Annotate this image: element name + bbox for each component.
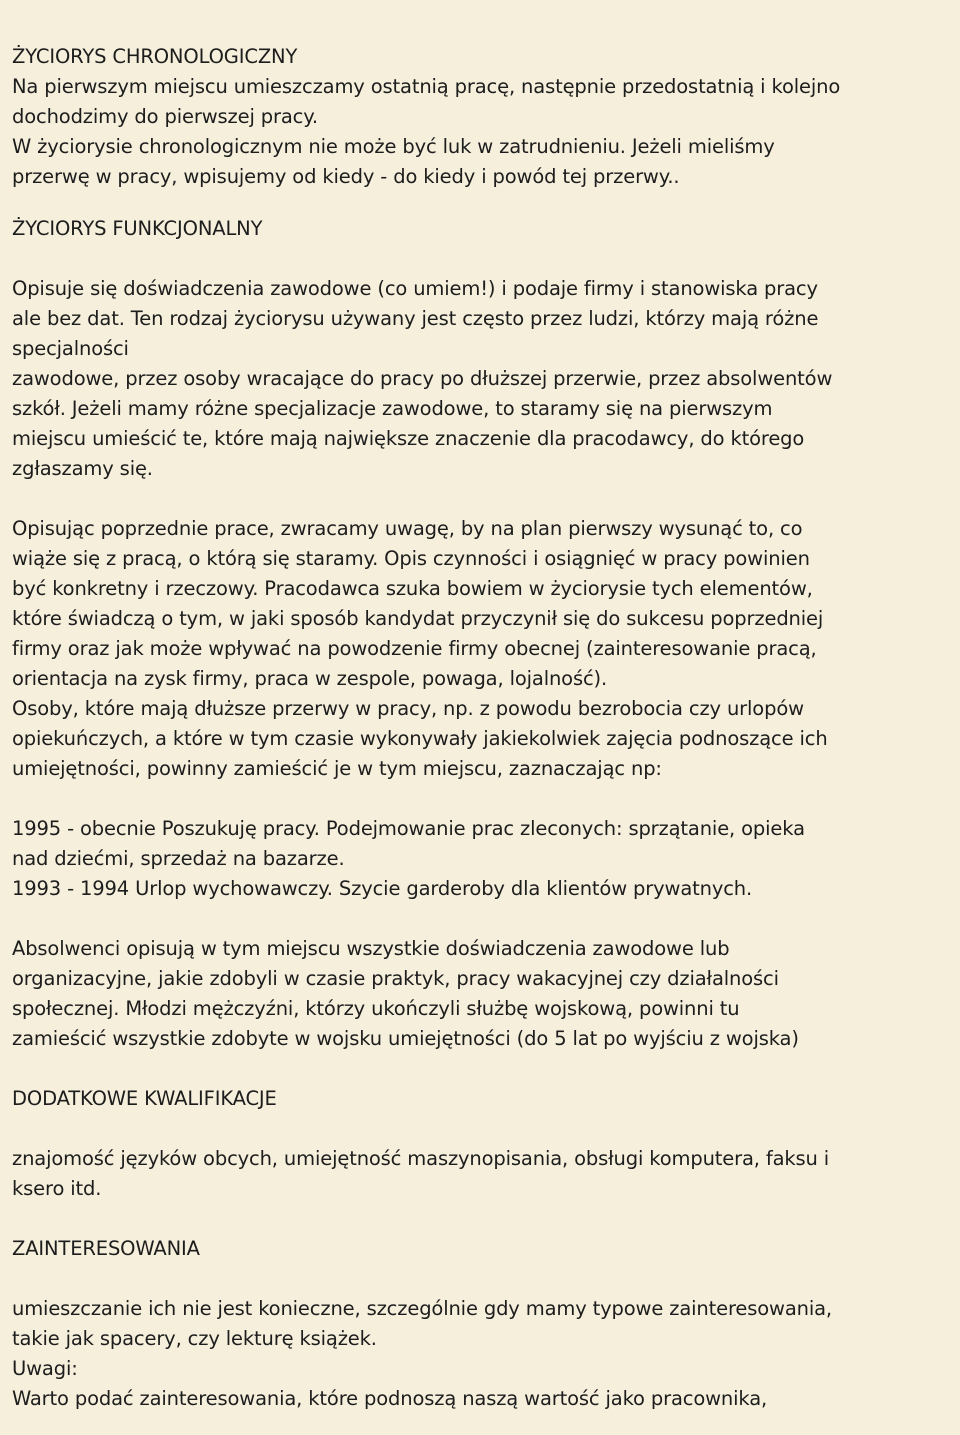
text-line: znajomość języków obcych, umiejętność maszynopisania, obsługi komputera, faksu i — [12, 1147, 830, 1170]
text-line: ksero itd. — [12, 1177, 102, 1200]
spacer — [12, 244, 948, 274]
section-functional — [12, 214, 948, 1054]
text-line: W życiorysie chronologicznym nie może być luk w zatrudnieniu. Jeżeli mieliśmy — [12, 135, 775, 158]
text-line: Uwagi: — [12, 1357, 78, 1380]
section-additional — [12, 1084, 948, 1204]
text-line: wiąże się z pracą, o którą się staramy. Opis czynności i osiągnięć w pracy powinien — [12, 547, 810, 570]
spacer — [12, 1204, 948, 1234]
spacer — [12, 784, 948, 814]
text-line: być konkretny i rzeczowy. Pracodawca szuka bowiem w życiorysie tych elementów, — [12, 577, 813, 600]
text-line: 1993 - 1994 Urlop wychowawczy. Szycie garderoby dla klientów prywatnych. — [12, 877, 753, 900]
spacer — [12, 484, 948, 514]
text-line: szkół. Jeżeli mamy różne specjalizacje zawodowe, to staramy się na pierwszym — [12, 397, 773, 420]
functional-paragraph-1 — [12, 274, 948, 484]
section-title-interests: ZAINTERESOWANIA — [12, 1237, 200, 1260]
text-line: specjalności — [12, 337, 129, 360]
text-line: 1995 - obecnie Poszukuję pracy. Podejmowanie prac zleconych: sprzątanie, opieka — [12, 817, 805, 840]
text-line: Osoby, które mają dłuższe przerwy w pracy, np. z powodu bezrobocia czy urlopów — [12, 697, 804, 720]
text-line: Opisuje się doświadczenia zawodowe (co umiem!) i podaje firmy i stanowiska pracy — [12, 277, 818, 300]
text-line: umieszczanie ich nie jest konieczne, szczególnie gdy mamy typowe zainteresowania, — [12, 1297, 832, 1320]
text-line: miejscu umieścić te, które mają największe znaczenie dla pracodawcy, do którego — [12, 427, 805, 450]
text-line: firmy oraz jak może wpływać na powodzenie firmy obecnej (zainteresowanie pracą, — [12, 637, 817, 660]
text-line: zgłaszamy się. — [12, 457, 153, 480]
section-title-functional: ŻYCIORYS FUNKCJONALNY — [12, 217, 263, 240]
text-line: orientacja na zysk firmy, praca w zespole, powaga, lojalność). — [12, 667, 608, 690]
text-line: zamieścić wszystkie zdobyte w wojsku umiejętności (do 5 lat po wyjściu z wojska) — [12, 1027, 799, 1050]
functional-example — [12, 814, 948, 904]
spacer — [12, 1114, 948, 1144]
spacer — [12, 192, 948, 214]
text-line: nad dziećmi, sprzedaż na bazarze. — [12, 847, 345, 870]
section-title-chronological: ŻYCIORYS CHRONOLOGICZNY — [12, 45, 298, 68]
section-title-additional: DODATKOWE KWALIFIKACJE — [12, 1087, 277, 1110]
text-line: przerwę w pracy, wpisujemy od kiedy - do kiedy i powód tej przerwy.. — [12, 165, 680, 188]
section-chronological — [12, 42, 948, 192]
functional-paragraph-2 — [12, 514, 948, 784]
text-line: Warto podać zainteresowania, które podnoszą naszą wartość jako pracownika, — [12, 1387, 768, 1410]
text-line: społecznej. Młodzi mężczyźni, którzy ukończyli służbę wojskową, powinni tu — [12, 997, 740, 1020]
text-line: Absolwenci opisują w tym miejscu wszystkie doświadczenia zawodowe lub — [12, 937, 730, 960]
text-line: opiekuńczych, a które w tym czasie wykonywały jakiekolwiek zajęcia podnoszące ich — [12, 727, 828, 750]
section-interests — [12, 1234, 948, 1414]
text-line: organizacyjne, jakie zdobyli w czasie praktyk, pracy wakacyjnej czy działalności — [12, 967, 779, 990]
text-line: ale bez dat. Ten rodzaj życiorysu używany jest często przez ludzi, którzy mają różne — [12, 307, 819, 330]
text-line: które świadczą o tym, w jaki sposób kandydat przyczynił się do sukcesu poprzedniej — [12, 607, 824, 630]
spacer — [12, 904, 948, 934]
text-line: Na pierwszym miejscu umieszczamy ostatnią pracę, następnie przedostatnią i kolejno — [12, 75, 841, 98]
text-line: Opisując poprzednie prace, zwracamy uwagę, by na plan pierwszy wysunąć to, co — [12, 517, 803, 540]
spacer — [12, 1054, 948, 1084]
text-line: dochodzimy do pierwszej pracy. — [12, 105, 318, 128]
text-line: takie jak spacery, czy lekturę książek. — [12, 1327, 377, 1350]
functional-paragraph-3 — [12, 934, 948, 1054]
text-line: umiejętności, powinny zamieścić je w tym miejscu, zaznaczając np: — [12, 757, 662, 780]
text-line: zawodowe, przez osoby wracające do pracy po dłuższej przerwie, przez absolwentów — [12, 367, 833, 390]
spacer — [12, 1264, 948, 1294]
